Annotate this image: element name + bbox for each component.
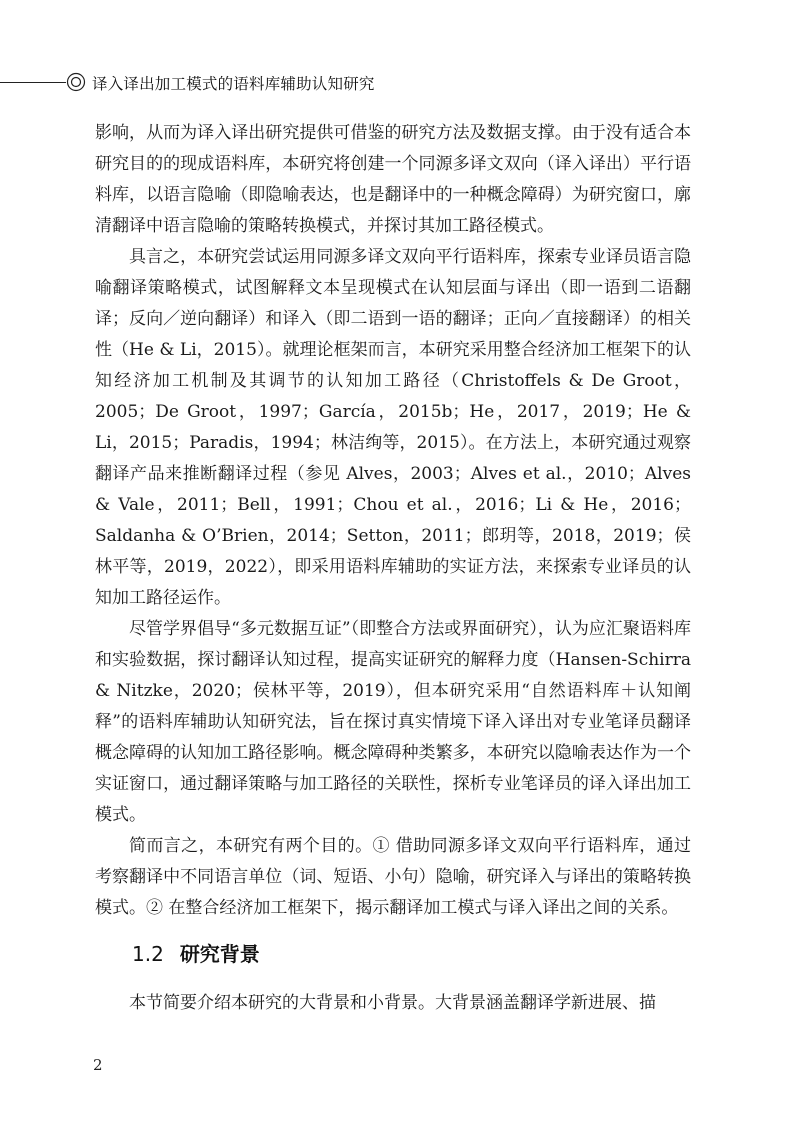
- section-title: 研究背景: [179, 942, 260, 966]
- paragraph: 简而言之，本研究有两个目的。① 借助同源多译文双向平行语料库，通过考察翻译中不同语言单位（词、短语、小句）隐喻，研究译入与译出的策略转换模式。② 在整合经济加工框架下，揭示翻译加工模式与译入译出之间的关系。: [95, 836, 691, 918]
- paragraph-continued: 影响，从而为译入译出研究提供可借鉴的研究方法及数据支撑。由于没有适合本研究目的的现成语料库，本研究将创建一个同源多译文双向（译入译出）平行语料库，以语言隐喻（即隐喻表达，也是翻译中的一种概念障碍）为研究窗口，廓清翻译中语言隐喻的策略转换模式，并探讨其加工路径模式。: [95, 123, 691, 236]
- running-title: 译入译出加工模式的语料库辅助认知研究: [92, 75, 375, 93]
- section-body: [95, 988, 691, 1019]
- paragraph: 尽管学界倡导“多元数据互证”（即整合方法或界面研究），认为应汇聚语料库和实验数据，探讨翻译认知过程，提高实证研究的解释力度（Hansen-Schirra & Nitzke，2020；侯林平等，2019），但本研究采用“自然语料库＋认知阐释”的语料库辅助认知研究法，旨在探讨真实情境下译入译出对专业笔译员翻译概念障碍的认知加工路径影响。概念障碍种类繁多，本研究以隐喻表达作为一个实证窗口，通过翻译策略与加工路径的关联性，探析专业笔译员的译入译出加工模式。: [95, 619, 691, 825]
- body-text: [95, 118, 691, 924]
- page-number: 2: [93, 1056, 103, 1074]
- paragraph: 具言之，本研究尝试运用同源多译文双向平行语料库，探索专业译员语言隐喻翻译策略模式，试图解释文本呈现模式在认知层面与译出（即一语到二语翻译；反向／逆向翻译）和译入（即二语到一语的翻译；正向／直接翻译）的相关性（He & Li，2015）。就理论框架而言，本研究采用整合经济加工框架下的认知经济加工机制及其调节的认知加工路径（Christoffels & De Groot，2005；De Groot，1997；García，2015b；He，2017，2019；He & Li，2015；Paradis，1994；林洁绚等，2015）。在方法上，本研究通过观察翻译产品来推断翻译过程（参见 Alves，2003；Alves et al.，2010；Alves & Vale，2011；Bell，1991；Chou et al.，2016；Li & He，2016；Saldanha & O’Brien，2014；Setton，2011；郎玥等，2018，2019；侯林平等，2019，2022），即采用语料库辅助的实证方法，来探索专业译员的认知加工路径运作。: [95, 247, 691, 608]
- running-header: [0, 66, 380, 100]
- concentric-circle-icon: [66, 72, 86, 92]
- header-rule: [0, 82, 66, 83]
- section-number: 1.2: [132, 942, 164, 966]
- paragraph: 本节简要介绍本研究的大背景和小背景。大背景涵盖翻译学新进展、描: [129, 993, 656, 1013]
- section-heading: [132, 938, 260, 967]
